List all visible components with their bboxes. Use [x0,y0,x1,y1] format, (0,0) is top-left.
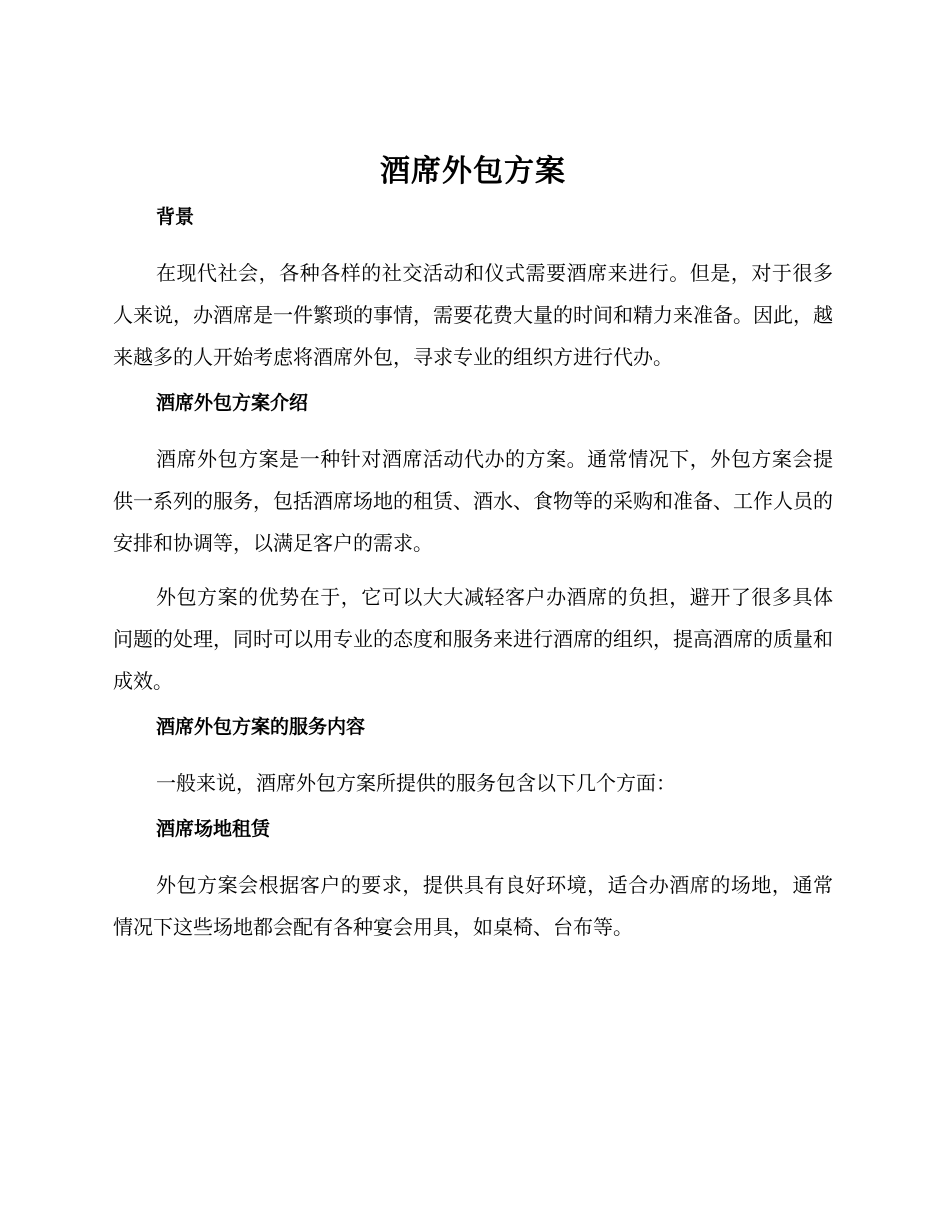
section-heading: 酒席场地租赁 [156,818,271,840]
paragraph: 外包方案会根据客户的要求，提供具有良好环境，适合办酒席的场地，通常情况下这些场地都会配有各种宴会用具，如桌椅、台布等。 [113,873,833,939]
section-venue-rental [113,816,833,948]
section-service-content [113,714,833,804]
section-introduction [113,390,833,702]
paragraph: 外包方案的优势在于，它可以大大减轻客户办酒席的负担，避开了很多具体问题的处理，同时可以用专业的态度和服务来进行酒席的组织，提高酒席的质量和成效。 [113,585,833,693]
section-heading: 酒席外包方案的服务内容 [156,716,366,738]
paragraph: 酒席外包方案是一种针对酒席活动代办的方案。通常情况下，外包方案会提供一系列的服务，包括酒席场地的租赁、酒水、食物等的采购和准备、工作人员的安排和协调等，以满足客户的需求。 [113,447,833,555]
section-background [113,204,833,378]
section-heading: 酒席外包方案介绍 [156,392,309,414]
paragraph: 一般来说，酒席外包方案所提供的服务包含以下几个方面： [156,771,676,795]
paragraph: 在现代社会，各种各样的社交活动和仪式需要酒席来进行。但是，对于很多人来说，办酒席是一件繁琐的事情，需要花费大量的时间和精力来准备。因此，越来越多的人开始考虑将酒席外包，寻求专业的组织方进行代办。 [113,261,833,369]
section-heading: 背景 [156,206,195,228]
document-page [113,150,833,960]
document-title: 酒席外包方案 [380,154,566,189]
